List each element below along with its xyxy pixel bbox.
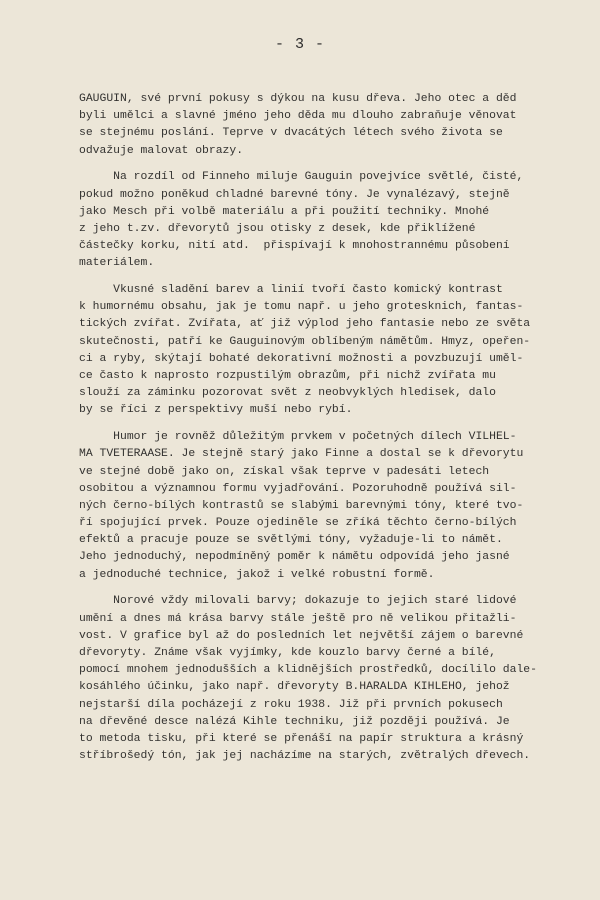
- text-line: jako Mesch při volbě materiálu a při použití techniky. Mnohé: [79, 205, 490, 218]
- text-line: tických zvířat. Zvířata, ať již výplod jeho fantasie nebo ze světa: [79, 318, 531, 331]
- text-line: pomocí mnohem jednodušších a klidnějších prostředků, docílilo dale-: [79, 664, 537, 677]
- text-line: to metoda tisku, při které se přenáší na papír struktura a krásný: [79, 732, 524, 745]
- text-line: GAUGUIN, své první pokusy s dýkou na kusu dřeva. Jeho otec a děd: [79, 93, 517, 105]
- text-line: kosáhlého účinku, jako např. dřevoryty B.HARALDA KIHLEHO, jehož: [79, 681, 510, 694]
- text-line: skutečnosti, patří ke Gauguinovým oblíbeným námětům. Hmyz, opeřen-: [79, 335, 531, 348]
- paragraph-4: [79, 429, 547, 584]
- text-line: efektů a pracuje pouze se světlými tóny, vyžaduje-li to námět.: [79, 534, 503, 547]
- text-line: ce často k naprosto rozpustilým obrazům, při nichž zvířata mu: [79, 370, 496, 382]
- paragraph-2: [79, 169, 547, 272]
- text-line: materiálem.: [79, 257, 155, 270]
- text-line: umění a dnes má krása barvy stále ještě pro ně velikou přitažli-: [79, 612, 517, 625]
- text-line: Na rozdíl od Finneho miluje Gauguin povejvíce světlé, čisté,: [79, 171, 524, 184]
- text-line: Jeho jednoduchý, nepodmíněný poměr k námětu odpovídá jeho jasné: [79, 551, 510, 564]
- text-line: na dřevěné desce nalézá Kihle techniku, již později používá. Je: [79, 715, 510, 728]
- text-line: ci a ryby, skýtají bohaté dekorativní možnosti a povzbuzují uměl-: [79, 352, 524, 365]
- text-line: MA TVETERAASE. Je stejně starý jako Finne a dostal se k dřevorytu: [79, 448, 524, 461]
- text-line: dřevoryty. Známe však vyjímky, kde kouzlo barvy černé a bílé,: [79, 647, 496, 659]
- text-line: vost. V grafice byl až do posledních let největší zájem o barevné: [79, 629, 524, 642]
- text-line: a jednoduché technice, jakož i velké robustní formě.: [79, 568, 435, 581]
- text-line: odvažuje malovat obrazy.: [79, 144, 244, 157]
- text-line: ve stejné době jako on, získal však teprve v padesáti letech: [79, 465, 490, 478]
- text-line: ří spojující prvek. Pouze ojediněle se zříká těchto černo-bílých: [79, 517, 517, 530]
- text-line: pokud možno poněkud chladné barevné tóny. Je vynalézavý, stejně: [79, 188, 510, 201]
- paragraph-5: [79, 593, 547, 765]
- paragraph-1: [79, 91, 547, 160]
- text-line: Humor je rovněž důležitým prvkem v početných dílech VILHEL-: [79, 431, 517, 444]
- text-line: slouží za záminku pozorovat svět z neobvyklých hledisek, dalo: [79, 387, 496, 400]
- text-line: nejstarší díla pocházejí z roku 1938. Již při prvních pokusech: [79, 698, 503, 711]
- text-line: stříbrošedý tón, jak jej nacházíme na starých, zvětralých dřevech.: [79, 750, 531, 763]
- document-body: [79, 91, 547, 775]
- text-line: osobitou a významnou formu vyjadřování. Pozoruhodně používá sil-: [79, 482, 517, 495]
- text-line: se stejnému poslání. Teprve v dvacátých létech svého života se: [79, 127, 503, 140]
- text-line: z jeho t.zv. dřevorytů jsou otisky z desek, kde přiklížené: [79, 222, 476, 235]
- text-line: Vkusné sladění barev a linií tvoří často komický kontrast: [79, 284, 503, 297]
- paragraph-3: [79, 282, 547, 420]
- text-line: ných černo-bílých kontrastů se slabými barevnými tóny, které tvo-: [79, 499, 524, 512]
- text-line: Norové vždy milovali barvy; dokazuje to jejich staré lidové: [79, 595, 517, 608]
- text-line: by se říci z perspektivy muší nebo rybí.: [79, 404, 353, 417]
- text-line: částečky korku, nití atd. přispívají k mnohostrannému působení: [79, 240, 510, 253]
- page-number: - 3 -: [274, 36, 325, 53]
- text-line: k humornému obsahu, jak je tomu např. u jeho grotesknich, fantas-: [79, 301, 524, 314]
- text-line: byli umělci a slavné jméno jeho děda mu dlouho zabraňuje věnovat: [79, 110, 517, 123]
